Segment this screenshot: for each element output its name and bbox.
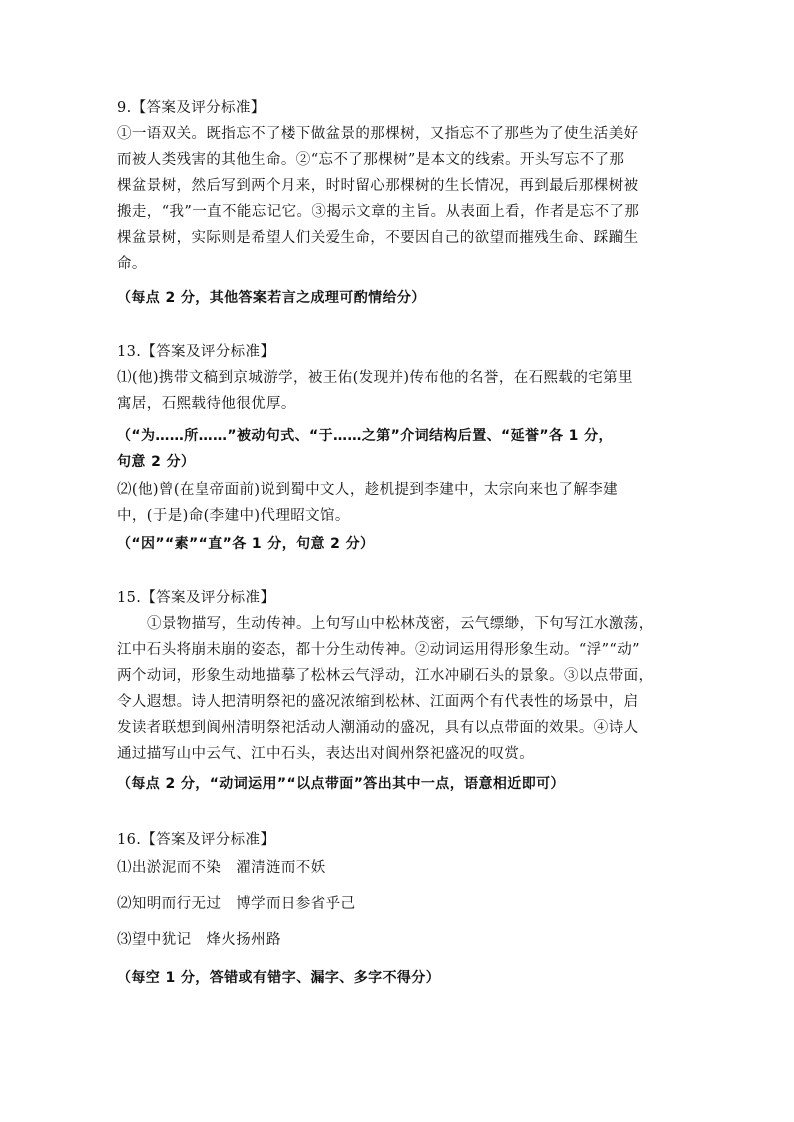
q9-line-1: ①一语双关。既指忘不了楼下做盆景的那棵树，又指忘不了那些为了使生活美好 [117, 126, 639, 142]
q9-line-4: 搬走，“我”一直不能忘记它。③揭示文章的主旨。从表面上看，作者是忘不了那 [117, 204, 640, 220]
q15-line-4: 令人遐想。诗人把清明祭祀的盛况浓缩到松林、江面两个有代表性的场景中，启 [117, 694, 639, 710]
q9-line-2: 而被人类残害的其他生命。②“忘不了那棵树”是本文的线索。开头写忘不了那 [117, 152, 625, 168]
q13-note1-line-1: （“为……所……”被动句式、“于……之第”介词结构后置、“延誉”各 1 分， [117, 428, 613, 444]
q16-item-3: ⑶望中犹记 烽火扬州路 [117, 932, 281, 948]
q15-scoring-note: （每点 2 分，“动词运用”“以点带面”答出其中一点，语意相近即可） [117, 776, 565, 792]
q13-note2: （“因”“素”“直”各 1 分，句意 2 分） [117, 536, 375, 552]
q9-line-6: 命。 [117, 256, 147, 272]
q16-heading: 16.【答案及评分标准】 [117, 832, 276, 848]
q13-heading: 13.【答案及评分标准】 [117, 344, 276, 360]
q15-line-2: 江中石头将崩未崩的姿态，都十分生动传神。②动词运用得形象生动。“浮”“动” [117, 642, 640, 658]
q13-note1-line-2: 句意 2 分） [117, 454, 196, 470]
q16-item-1: ⑴出淤泥而不染 濯清涟而不妖 [117, 860, 326, 876]
q13-answer2-line-1: ⑵(他)曾(在皇帝面前)说到蜀中文人，趁机提到李建中，太宗向来也了解李建 [117, 482, 619, 498]
q15-line-5: 发读者联想到阆州清明祭祀活动人潮涌动的盛况，具有以点带面的效果。④诗人 [117, 720, 639, 736]
q9-heading: 9.【答案及评分标准】 [117, 100, 266, 116]
q15-line-3: 两个动词，形象生动地描摹了松林云气浮动，江水冲刷石头的景象。③以点带面， [117, 668, 654, 684]
q13-answer2-line-2: 中，(于是)命(李建中)代理昭文馆。 [117, 508, 350, 524]
q9-line-5: 棵盆景树，实际则是希望人们关爱生命，不要因自己的欲望而摧残生命、踩躏生 [117, 230, 639, 246]
q16-scoring-note: （每空 1 分，答错或有错字、漏字、多字不得分） [117, 970, 441, 986]
q13-answer1-line-2: 寓居，石熙载待他很优厚。 [117, 396, 296, 412]
q9-line-3: 棵盆景树，然后写到两个月来，时时留心那棵树的生长情况，再到最后那棵树被 [117, 178, 639, 194]
q15-line-1: ①景物描写，生动传神。上句写山中松林茂密，云气缥缈，下句写江水激荡， [147, 616, 654, 632]
q9-scoring-note: （每点 2 分，其他答案若言之成理可酌情给分） [117, 290, 426, 306]
q15-heading: 15.【答案及评分标准】 [117, 590, 276, 606]
q15-line-6: 通过描写山中云气、江中石头，表达出对阆州祭祀盛况的叹赏。 [117, 746, 535, 762]
q13-answer1-line-1: ⑴(他)携带文稿到京城游学，被王佑(发现并)传布他的名誉，在石熙载的宅第里 [117, 370, 633, 386]
q16-item-2: ⑵知明而行无过 博学而日参省乎己 [117, 896, 356, 912]
